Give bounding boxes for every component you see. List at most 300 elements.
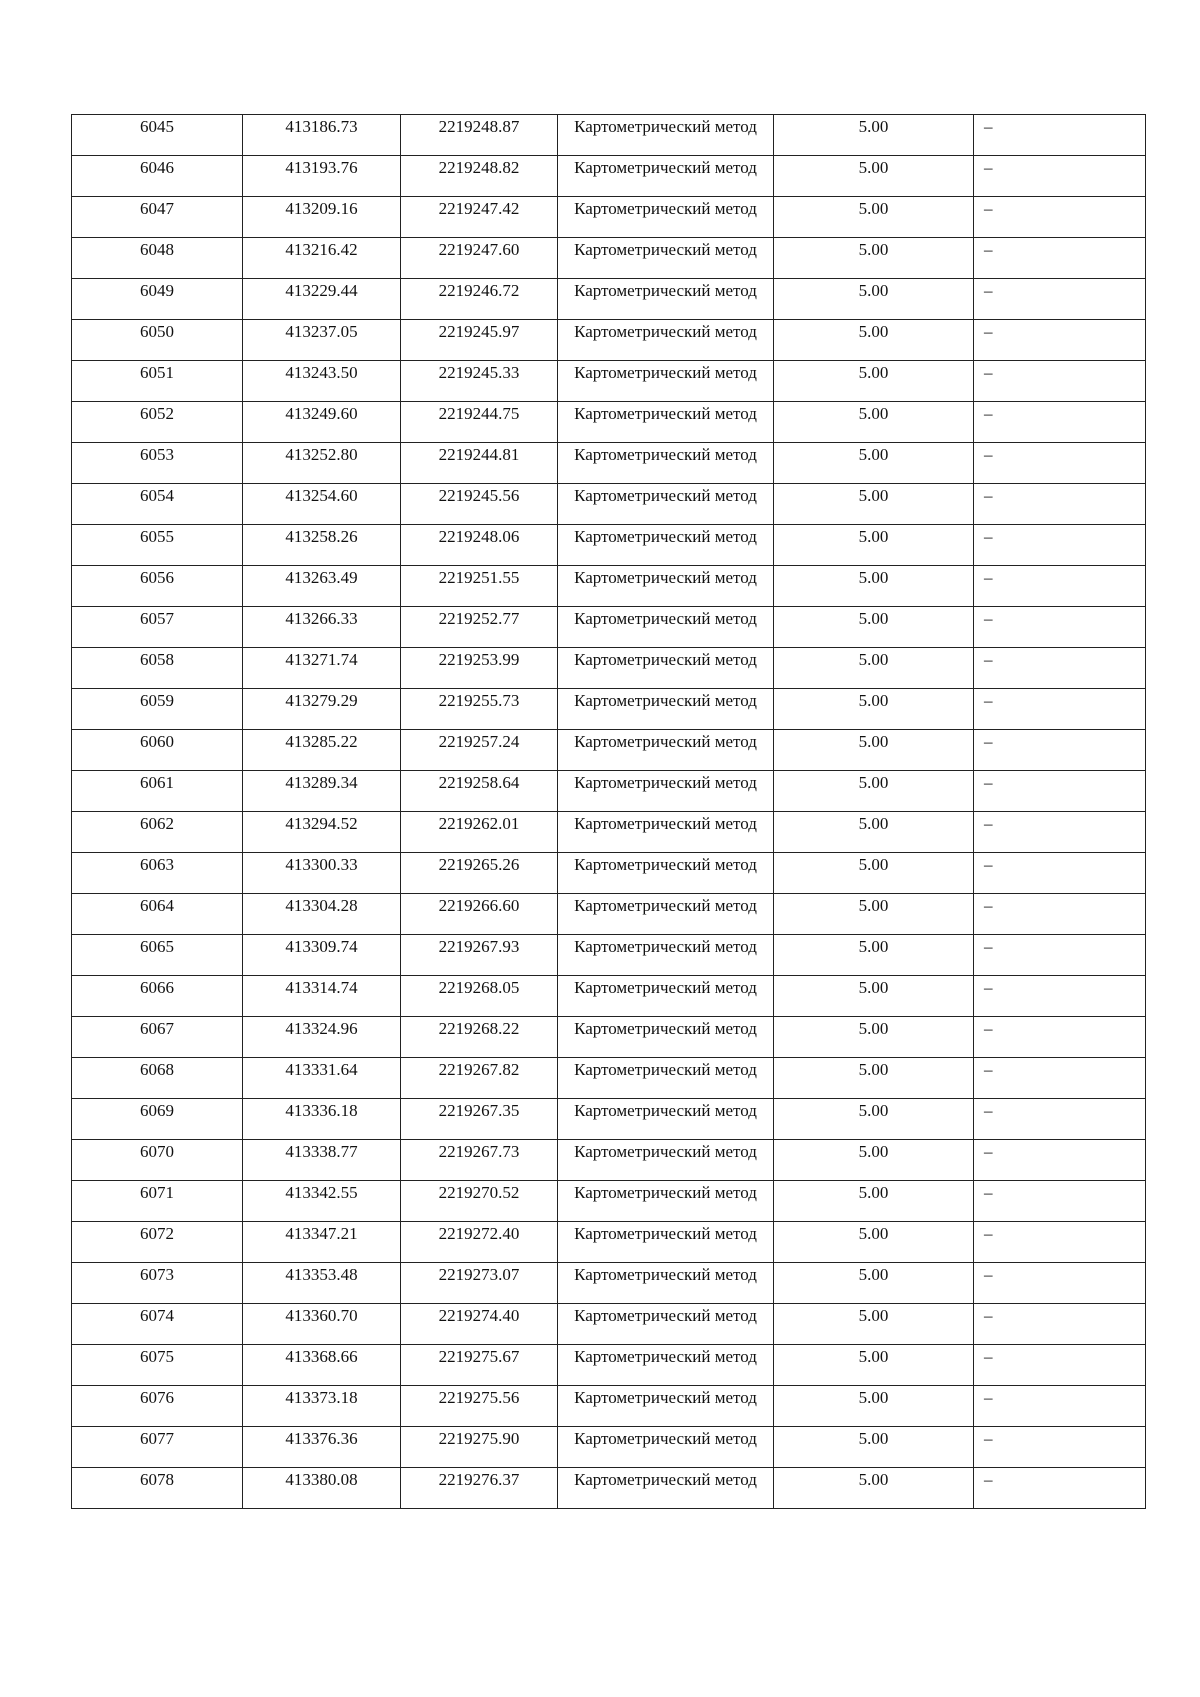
description-cell (974, 607, 1146, 648)
x-coordinate-text: 413342.55 (285, 1183, 358, 1202)
method-cell (558, 156, 774, 197)
description-cell (974, 320, 1146, 361)
table-row (72, 197, 1146, 238)
description-text: – (984, 1265, 993, 1284)
x-coordinate-text: 413373.18 (285, 1388, 358, 1407)
method-text: Картометрический метод (574, 1388, 757, 1407)
table-row (72, 361, 1146, 402)
y-coordinate-text: 2219276.37 (438, 1470, 520, 1489)
accuracy-text: 5.00 (858, 199, 889, 218)
x-coordinate-text: 413289.34 (285, 773, 358, 792)
x-coordinate-cell (243, 1058, 401, 1099)
y-coordinate-text: 2219244.75 (438, 404, 520, 423)
x-coordinate-text: 413309.74 (285, 937, 358, 956)
method-text: Картометрический метод (574, 199, 757, 218)
description-text: – (984, 1470, 993, 1489)
accuracy-text: 5.00 (858, 773, 889, 792)
point-number-text: 6045 (140, 117, 174, 136)
y-coordinate-text: 2219272.40 (438, 1224, 520, 1243)
accuracy-text: 5.00 (858, 117, 889, 136)
description-cell (974, 525, 1146, 566)
description-text: – (984, 117, 993, 136)
y-coordinate-text: 2219253.99 (438, 650, 520, 669)
y-coordinate-text: 2219257.24 (438, 732, 520, 751)
accuracy-cell (774, 1304, 974, 1345)
accuracy-text: 5.00 (858, 568, 889, 587)
method-text: Картометрический метод (574, 650, 757, 669)
x-coordinate-text: 413338.77 (285, 1142, 358, 1161)
point-number-cell (72, 1017, 243, 1058)
point-number-cell (72, 361, 243, 402)
point-number-text: 6078 (140, 1470, 174, 1489)
y-coordinate-text: 2219267.35 (438, 1101, 520, 1120)
method-cell (558, 1058, 774, 1099)
x-coordinate-text: 413285.22 (285, 732, 358, 751)
x-coordinate-cell (243, 976, 401, 1017)
point-number-cell (72, 1263, 243, 1304)
x-coordinate-text: 413237.05 (285, 322, 358, 341)
method-cell (558, 1263, 774, 1304)
x-coordinate-cell (243, 1345, 401, 1386)
accuracy-text: 5.00 (858, 322, 889, 341)
method-cell (558, 853, 774, 894)
description-text: – (984, 937, 993, 956)
method-text: Картометрический метод (574, 404, 757, 423)
accuracy-cell (774, 1345, 974, 1386)
method-cell (558, 238, 774, 279)
table-row (72, 1222, 1146, 1263)
table-row (72, 1345, 1146, 1386)
point-number-text: 6066 (140, 978, 174, 997)
y-coordinate-text: 2219266.60 (438, 896, 520, 915)
accuracy-text: 5.00 (858, 1347, 889, 1366)
description-text: – (984, 1347, 993, 1366)
accuracy-cell (774, 115, 974, 156)
x-coordinate-cell (243, 1427, 401, 1468)
x-coordinate-text: 413279.29 (285, 691, 358, 710)
description-cell (974, 402, 1146, 443)
method-cell (558, 812, 774, 853)
method-cell (558, 1140, 774, 1181)
accuracy-text: 5.00 (858, 486, 889, 505)
description-cell (974, 1427, 1146, 1468)
x-coordinate-cell (243, 566, 401, 607)
y-coordinate-text: 2219246.72 (438, 281, 520, 300)
description-cell (974, 1099, 1146, 1140)
y-coordinate-cell (401, 443, 558, 484)
accuracy-cell (774, 1468, 974, 1509)
table-row (72, 443, 1146, 484)
table-row (72, 566, 1146, 607)
y-coordinate-cell (401, 238, 558, 279)
y-coordinate-text: 2219251.55 (438, 568, 520, 587)
x-coordinate-cell (243, 853, 401, 894)
method-text: Картометрический метод (574, 609, 757, 628)
accuracy-text: 5.00 (858, 1388, 889, 1407)
y-coordinate-text: 2219258.64 (438, 773, 520, 792)
accuracy-cell (774, 812, 974, 853)
method-text: Картометрический метод (574, 1183, 757, 1202)
table-row (72, 812, 1146, 853)
accuracy-text: 5.00 (858, 1429, 889, 1448)
method-text: Картометрический метод (574, 814, 757, 833)
method-cell (558, 1099, 774, 1140)
y-coordinate-cell (401, 853, 558, 894)
y-coordinate-text: 2219248.87 (438, 117, 520, 136)
description-text: – (984, 978, 993, 997)
point-number-cell (72, 1468, 243, 1509)
method-text: Картометрический метод (574, 363, 757, 382)
method-cell (558, 361, 774, 402)
table-row (72, 115, 1146, 156)
point-number-text: 6050 (140, 322, 174, 341)
point-number-cell (72, 279, 243, 320)
accuracy-text: 5.00 (858, 404, 889, 423)
accuracy-cell (774, 894, 974, 935)
description-cell (974, 1263, 1146, 1304)
y-coordinate-text: 2219262.01 (438, 814, 520, 833)
description-text: – (984, 281, 993, 300)
table-row (72, 894, 1146, 935)
method-cell (558, 525, 774, 566)
x-coordinate-cell (243, 279, 401, 320)
method-cell (558, 115, 774, 156)
description-text: – (984, 1224, 993, 1243)
point-number-text: 6072 (140, 1224, 174, 1243)
description-cell (974, 484, 1146, 525)
description-text: – (984, 609, 993, 628)
accuracy-text: 5.00 (858, 1183, 889, 1202)
x-coordinate-cell (243, 238, 401, 279)
y-coordinate-cell (401, 1099, 558, 1140)
method-text: Картометрический метод (574, 1060, 757, 1079)
x-coordinate-cell (243, 1017, 401, 1058)
point-number-text: 6064 (140, 896, 174, 915)
y-coordinate-cell (401, 648, 558, 689)
point-number-cell (72, 443, 243, 484)
accuracy-text: 5.00 (858, 158, 889, 177)
description-text: – (984, 732, 993, 751)
accuracy-cell (774, 238, 974, 279)
y-coordinate-cell (401, 1017, 558, 1058)
y-coordinate-text: 2219248.06 (438, 527, 520, 546)
y-coordinate-cell (401, 525, 558, 566)
y-coordinate-cell (401, 1468, 558, 1509)
point-number-text: 6068 (140, 1060, 174, 1079)
description-cell (974, 1140, 1146, 1181)
table-row (72, 525, 1146, 566)
description-text: – (984, 199, 993, 218)
method-text: Картометрический метод (574, 1470, 757, 1489)
point-number-cell (72, 771, 243, 812)
y-coordinate-cell (401, 1304, 558, 1345)
description-text: – (984, 1101, 993, 1120)
y-coordinate-cell (401, 976, 558, 1017)
method-cell (558, 1386, 774, 1427)
accuracy-text: 5.00 (858, 1142, 889, 1161)
point-number-text: 6071 (140, 1183, 174, 1202)
table-row (72, 648, 1146, 689)
point-number-cell (72, 566, 243, 607)
table-row (72, 935, 1146, 976)
y-coordinate-cell (401, 1181, 558, 1222)
description-cell (974, 689, 1146, 730)
description-cell (974, 1468, 1146, 1509)
x-coordinate-text: 413347.21 (285, 1224, 358, 1243)
method-text: Картометрический метод (574, 1347, 757, 1366)
accuracy-text: 5.00 (858, 1224, 889, 1243)
accuracy-text: 5.00 (858, 732, 889, 751)
table-row (72, 853, 1146, 894)
method-text: Картометрический метод (574, 1142, 757, 1161)
y-coordinate-text: 2219245.33 (438, 363, 520, 382)
coordinates-table (71, 114, 1146, 1509)
point-number-text: 6067 (140, 1019, 174, 1038)
point-number-cell (72, 1427, 243, 1468)
accuracy-text: 5.00 (858, 527, 889, 546)
y-coordinate-text: 2219273.07 (438, 1265, 520, 1284)
x-coordinate-text: 413304.28 (285, 896, 358, 915)
accuracy-text: 5.00 (858, 650, 889, 669)
description-cell (974, 648, 1146, 689)
description-text: – (984, 773, 993, 792)
point-number-text: 6060 (140, 732, 174, 751)
x-coordinate-cell (243, 1263, 401, 1304)
accuracy-cell (774, 320, 974, 361)
accuracy-text: 5.00 (858, 1265, 889, 1284)
y-coordinate-text: 2219275.90 (438, 1429, 520, 1448)
accuracy-cell (774, 1263, 974, 1304)
description-text: – (984, 691, 993, 710)
y-coordinate-text: 2219248.82 (438, 158, 520, 177)
y-coordinate-cell (401, 197, 558, 238)
table-row (72, 402, 1146, 443)
accuracy-text: 5.00 (858, 691, 889, 710)
table-row (72, 1468, 1146, 1509)
x-coordinate-cell (243, 402, 401, 443)
method-cell (558, 976, 774, 1017)
x-coordinate-cell (243, 812, 401, 853)
x-coordinate-text: 413186.73 (285, 117, 358, 136)
description-text: – (984, 896, 993, 915)
y-coordinate-text: 2219247.42 (438, 199, 520, 218)
accuracy-cell (774, 279, 974, 320)
description-text: – (984, 855, 993, 874)
point-number-text: 6075 (140, 1347, 174, 1366)
description-cell (974, 1222, 1146, 1263)
description-text: – (984, 322, 993, 341)
method-text: Картометрический метод (574, 1101, 757, 1120)
method-text: Картометрический метод (574, 117, 757, 136)
y-coordinate-cell (401, 566, 558, 607)
y-coordinate-cell (401, 689, 558, 730)
accuracy-text: 5.00 (858, 1306, 889, 1325)
x-coordinate-cell (243, 525, 401, 566)
table-body (72, 115, 1146, 1509)
accuracy-text: 5.00 (858, 937, 889, 956)
method-cell (558, 935, 774, 976)
y-coordinate-cell (401, 894, 558, 935)
point-number-cell (72, 156, 243, 197)
x-coordinate-cell (243, 361, 401, 402)
point-number-cell (72, 1099, 243, 1140)
method-text: Картометрический метод (574, 1224, 757, 1243)
description-cell (974, 1181, 1146, 1222)
method-text: Картометрический метод (574, 240, 757, 259)
y-coordinate-text: 2219245.56 (438, 486, 520, 505)
x-coordinate-text: 413258.26 (285, 527, 358, 546)
point-number-text: 6049 (140, 281, 174, 300)
description-text: – (984, 650, 993, 669)
y-coordinate-cell (401, 115, 558, 156)
y-coordinate-cell (401, 812, 558, 853)
y-coordinate-text: 2219244.81 (438, 445, 520, 464)
accuracy-text: 5.00 (858, 896, 889, 915)
point-number-cell (72, 1140, 243, 1181)
accuracy-text: 5.00 (858, 281, 889, 300)
x-coordinate-cell (243, 1222, 401, 1263)
method-text: Картометрический метод (574, 527, 757, 546)
x-coordinate-cell (243, 320, 401, 361)
accuracy-cell (774, 771, 974, 812)
x-coordinate-text: 413300.33 (285, 855, 358, 874)
y-coordinate-text: 2219247.60 (438, 240, 520, 259)
point-number-text: 6052 (140, 404, 174, 423)
y-coordinate-cell (401, 935, 558, 976)
x-coordinate-cell (243, 1099, 401, 1140)
y-coordinate-text: 2219255.73 (438, 691, 520, 710)
accuracy-cell (774, 730, 974, 771)
method-cell (558, 1181, 774, 1222)
table-row (72, 976, 1146, 1017)
point-number-cell (72, 402, 243, 443)
accuracy-cell (774, 361, 974, 402)
x-coordinate-text: 413249.60 (285, 404, 358, 423)
accuracy-text: 5.00 (858, 814, 889, 833)
table-row (72, 156, 1146, 197)
description-cell (974, 935, 1146, 976)
description-cell (974, 894, 1146, 935)
method-cell (558, 771, 774, 812)
x-coordinate-cell (243, 197, 401, 238)
y-coordinate-cell (401, 1222, 558, 1263)
point-number-text: 6065 (140, 937, 174, 956)
accuracy-cell (774, 402, 974, 443)
method-cell (558, 1017, 774, 1058)
method-text: Картометрический метод (574, 978, 757, 997)
x-coordinate-text: 413353.48 (285, 1265, 358, 1284)
accuracy-text: 5.00 (858, 1060, 889, 1079)
point-number-cell (72, 812, 243, 853)
point-number-cell (72, 894, 243, 935)
description-text: – (984, 404, 993, 423)
method-text: Картометрический метод (574, 1265, 757, 1284)
y-coordinate-cell (401, 1386, 558, 1427)
method-cell (558, 1345, 774, 1386)
table-row (72, 607, 1146, 648)
description-cell (974, 730, 1146, 771)
x-coordinate-cell (243, 771, 401, 812)
description-cell (974, 1058, 1146, 1099)
description-cell (974, 853, 1146, 894)
point-number-cell (72, 320, 243, 361)
method-cell (558, 689, 774, 730)
method-cell (558, 279, 774, 320)
point-number-text: 6073 (140, 1265, 174, 1284)
accuracy-cell (774, 156, 974, 197)
table-row (72, 238, 1146, 279)
point-number-cell (72, 976, 243, 1017)
point-number-cell (72, 525, 243, 566)
y-coordinate-text: 2219274.40 (438, 1306, 520, 1325)
x-coordinate-text: 413380.08 (285, 1470, 358, 1489)
table-row (72, 1427, 1146, 1468)
accuracy-cell (774, 525, 974, 566)
description-cell (974, 812, 1146, 853)
point-number-cell (72, 1386, 243, 1427)
x-coordinate-text: 413254.60 (285, 486, 358, 505)
y-coordinate-cell (401, 1140, 558, 1181)
x-coordinate-cell (243, 1181, 401, 1222)
x-coordinate-cell (243, 935, 401, 976)
accuracy-cell (774, 1222, 974, 1263)
y-coordinate-text: 2219268.05 (438, 978, 520, 997)
accuracy-cell (774, 566, 974, 607)
x-coordinate-text: 413243.50 (285, 363, 358, 382)
point-number-text: 6069 (140, 1101, 174, 1120)
method-text: Картометрический метод (574, 322, 757, 341)
accuracy-cell (774, 1427, 974, 1468)
x-coordinate-text: 413368.66 (285, 1347, 358, 1366)
point-number-text: 6061 (140, 773, 174, 792)
point-number-cell (72, 238, 243, 279)
method-cell (558, 1427, 774, 1468)
y-coordinate-cell (401, 1345, 558, 1386)
description-cell (974, 361, 1146, 402)
y-coordinate-cell (401, 607, 558, 648)
y-coordinate-cell (401, 730, 558, 771)
x-coordinate-cell (243, 894, 401, 935)
x-coordinate-cell (243, 484, 401, 525)
y-coordinate-text: 2219245.97 (438, 322, 520, 341)
method-cell (558, 484, 774, 525)
description-text: – (984, 363, 993, 382)
accuracy-cell (774, 197, 974, 238)
method-cell (558, 1222, 774, 1263)
method-text: Картометрический метод (574, 158, 757, 177)
description-cell (974, 1345, 1146, 1386)
method-text: Картометрический метод (574, 855, 757, 874)
point-number-cell (72, 648, 243, 689)
method-text: Картометрический метод (574, 1306, 757, 1325)
method-cell (558, 197, 774, 238)
x-coordinate-cell (243, 1386, 401, 1427)
y-coordinate-text: 2219268.22 (438, 1019, 520, 1038)
description-text: – (984, 1183, 993, 1202)
accuracy-cell (774, 976, 974, 1017)
x-coordinate-text: 413252.80 (285, 445, 358, 464)
method-text: Картометрический метод (574, 486, 757, 505)
point-number-cell (72, 1181, 243, 1222)
y-coordinate-cell (401, 361, 558, 402)
point-number-cell (72, 689, 243, 730)
x-coordinate-text: 413324.96 (285, 1019, 358, 1038)
y-coordinate-text: 2219275.67 (438, 1347, 520, 1366)
accuracy-cell (774, 1058, 974, 1099)
x-coordinate-text: 413216.42 (285, 240, 358, 259)
x-coordinate-cell (243, 443, 401, 484)
accuracy-text: 5.00 (858, 1019, 889, 1038)
